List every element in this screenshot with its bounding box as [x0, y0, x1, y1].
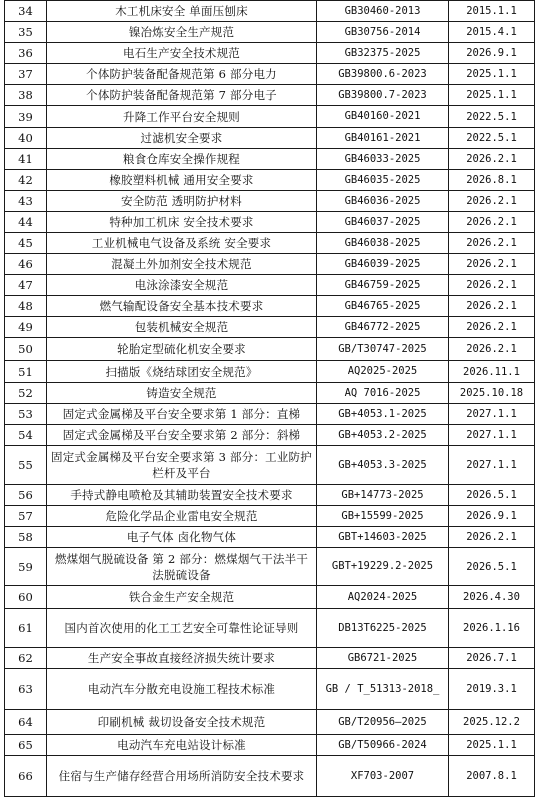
row-number: 42 [5, 170, 47, 191]
row-number: 49 [5, 317, 47, 338]
table-row [5, 446, 535, 485]
standard-code: AQ2024-2025 [317, 586, 449, 609]
standard-code: GB40161-2021 [317, 128, 449, 149]
standard-code: GBT+19229.2-2025 [317, 548, 449, 586]
effective-date: 2026.2.1 [449, 296, 535, 317]
table-row [5, 106, 535, 128]
standard-code: GB46033-2025 [317, 149, 449, 170]
row-number: 38 [5, 85, 47, 106]
row-number: 39 [5, 106, 47, 128]
standard-name: 铸造安全规范 [47, 383, 317, 404]
row-number: 48 [5, 296, 47, 317]
standard-code: GB / T_51313-2018_ [317, 669, 449, 710]
row-number: 36 [5, 43, 47, 64]
effective-date: 2027.1.1 [449, 404, 535, 425]
standard-name: 个体防护装备配备规范第 6 部分电力 [47, 64, 317, 85]
table-row [5, 22, 535, 43]
effective-date: 2022.5.1 [449, 128, 535, 149]
standard-name: 电泳涂漆安全规范 [47, 275, 317, 296]
standard-code: GB46038-2025 [317, 233, 449, 254]
effective-date: 2026.2.1 [449, 317, 535, 338]
row-number: 45 [5, 233, 47, 254]
table-row [5, 338, 535, 361]
standard-name: 印刷机械 裁切设备安全技术规范 [47, 710, 317, 735]
row-number: 58 [5, 527, 47, 548]
standard-code: GB46035-2025 [317, 170, 449, 191]
table-row [5, 1, 535, 22]
row-number: 54 [5, 425, 47, 446]
row-number: 52 [5, 383, 47, 404]
effective-date: 2026.2.1 [449, 149, 535, 170]
effective-date: 2026.8.1 [449, 170, 535, 191]
standard-code: GB+14773-2025 [317, 485, 449, 506]
standard-name: 电子气体 卤化物气体 [47, 527, 317, 548]
standard-name: 升降工作平台安全规则 [47, 106, 317, 128]
standard-name: 包装机械安全规范 [47, 317, 317, 338]
table-row [5, 404, 535, 425]
table-row [5, 64, 535, 85]
effective-date: 2015.1.1 [449, 1, 535, 22]
standard-code: GB40160-2021 [317, 106, 449, 128]
effective-date: 2026.2.1 [449, 338, 535, 361]
table-row [5, 233, 535, 254]
row-number: 46 [5, 254, 47, 275]
standard-name: 粮食仓库安全操作规程 [47, 149, 317, 170]
effective-date: 2026.2.1 [449, 527, 535, 548]
row-number: 37 [5, 64, 47, 85]
effective-date: 2027.1.1 [449, 425, 535, 446]
row-number: 59 [5, 548, 47, 586]
effective-date: 2026.2.1 [449, 191, 535, 212]
standard-name: 木工机床安全 单面压刨床 [47, 1, 317, 22]
standard-name: 特种加工机床 安全技术要求 [47, 212, 317, 233]
effective-date: 2015.4.1 [449, 22, 535, 43]
table-row [5, 128, 535, 149]
effective-date: 2026.11.1 [449, 361, 535, 383]
table-row [5, 710, 535, 735]
standard-name: 生产安全事故直接经济损失统计要求 [47, 648, 317, 669]
effective-date: 2026.2.1 [449, 254, 535, 275]
standard-name: 电动汽车充电站设计标准 [47, 735, 317, 756]
table-row [5, 669, 535, 710]
table-row [5, 735, 535, 756]
table-row [5, 361, 535, 383]
row-number: 60 [5, 586, 47, 609]
standard-code: GB30460-2013 [317, 1, 449, 22]
standard-name: 住宿与生产储存经营合用场所消防安全技术要求 [47, 756, 317, 797]
effective-date: 2027.1.1 [449, 446, 535, 485]
standard-code: GB/T20956—2025 [317, 710, 449, 735]
row-number: 41 [5, 149, 47, 170]
standard-code: GB46765-2025 [317, 296, 449, 317]
standard-name: 扫描版《烧结球团安全规范》 [47, 361, 317, 383]
row-number: 57 [5, 506, 47, 527]
table-row [5, 317, 535, 338]
effective-date: 2026.4.30 [449, 586, 535, 609]
table-row [5, 756, 535, 797]
row-number: 34 [5, 1, 47, 22]
standard-code: GB39800.7-2023 [317, 85, 449, 106]
standard-code: GB32375-2025 [317, 43, 449, 64]
row-number: 51 [5, 361, 47, 383]
row-number: 53 [5, 404, 47, 425]
standard-code: GB46772-2025 [317, 317, 449, 338]
row-number: 63 [5, 669, 47, 710]
effective-date: 2025.10.18 [449, 383, 535, 404]
standard-name: 危险化学品企业雷电安全规范 [47, 506, 317, 527]
standard-name: 手持式静电喷枪及其辅助装置安全技术要求 [47, 485, 317, 506]
standard-code: GB6721-2025 [317, 648, 449, 669]
table-row [5, 191, 535, 212]
table-row [5, 275, 535, 296]
effective-date: 2025.1.1 [449, 85, 535, 106]
standard-code: GB46759-2025 [317, 275, 449, 296]
row-number: 43 [5, 191, 47, 212]
effective-date: 2025.12.2 [449, 710, 535, 735]
row-number: 44 [5, 212, 47, 233]
standard-name: 电石生产安全技术规范 [47, 43, 317, 64]
effective-date: 2026.1.16 [449, 609, 535, 648]
standards-table [4, 0, 535, 797]
standard-code: GB46039-2025 [317, 254, 449, 275]
row-number: 65 [5, 735, 47, 756]
standard-code: AQ2025-2025 [317, 361, 449, 383]
standard-code: GB39800.6-2023 [317, 64, 449, 85]
standard-code: GBT+14603-2025 [317, 527, 449, 548]
standards-table-body [5, 1, 535, 797]
standard-name: 混凝土外加剂安全技术规范 [47, 254, 317, 275]
standard-code: GB/T30747-2025 [317, 338, 449, 361]
effective-date: 2025.1.1 [449, 735, 535, 756]
standard-name: 安全防范 透明防护材料 [47, 191, 317, 212]
standard-name: 过滤机安全要求 [47, 128, 317, 149]
standard-code: GB+4053.2-2025 [317, 425, 449, 446]
table-row [5, 212, 535, 233]
standard-name: 铁合金生产安全规范 [47, 586, 317, 609]
table-row [5, 43, 535, 64]
standard-code: GB+4053.3-2025 [317, 446, 449, 485]
table-row [5, 149, 535, 170]
effective-date: 2026.7.1 [449, 648, 535, 669]
table-row [5, 425, 535, 446]
table-row [5, 254, 535, 275]
standard-name: 固定式金属梯及平台安全要求第 3 部分：工业防护栏杆及平台 [47, 446, 317, 485]
table-row [5, 586, 535, 609]
row-number: 50 [5, 338, 47, 361]
standard-name: 个体防护装备配备规范第 7 部分电子 [47, 85, 317, 106]
row-number: 40 [5, 128, 47, 149]
table-row [5, 383, 535, 404]
standard-name: 燃煤烟气脱硫设备 第 2 部分：燃煤烟气干法半干法脱硫设备 [47, 548, 317, 586]
standard-name: 国内首次使用的化工工艺安全可靠性论证导则 [47, 609, 317, 648]
row-number: 56 [5, 485, 47, 506]
standard-name: 燃气输配设备安全基本技术要求 [47, 296, 317, 317]
table-row [5, 506, 535, 527]
standard-code: AQ 7016-2025 [317, 383, 449, 404]
effective-date: 2026.5.1 [449, 485, 535, 506]
row-number: 47 [5, 275, 47, 296]
table-row [5, 609, 535, 648]
table-row [5, 548, 535, 586]
table-row [5, 648, 535, 669]
standard-name: 工业机械电气设备及系统 安全要求 [47, 233, 317, 254]
standard-name: 橡胶塑料机械 通用安全要求 [47, 170, 317, 191]
table-row [5, 485, 535, 506]
row-number: 66 [5, 756, 47, 797]
effective-date: 2026.5.1 [449, 548, 535, 586]
effective-date: 2026.2.1 [449, 275, 535, 296]
table-row [5, 527, 535, 548]
table-row [5, 85, 535, 106]
row-number: 55 [5, 446, 47, 485]
table-row [5, 296, 535, 317]
standard-code: XF703-2007 [317, 756, 449, 797]
standard-code: GB+15599-2025 [317, 506, 449, 527]
standard-name: 电动汽车分散充电设施工程技术标准 [47, 669, 317, 710]
effective-date: 2007.8.1 [449, 756, 535, 797]
row-number: 62 [5, 648, 47, 669]
row-number: 64 [5, 710, 47, 735]
standard-code: GB+4053.1-2025 [317, 404, 449, 425]
effective-date: 2026.2.1 [449, 233, 535, 254]
standard-code: DB13T6225-2025 [317, 609, 449, 648]
row-number: 35 [5, 22, 47, 43]
effective-date: 2022.5.1 [449, 106, 535, 128]
standard-name: 镍冶炼安全生产规范 [47, 22, 317, 43]
standard-code: GB/T50966-2024 [317, 735, 449, 756]
effective-date: 2026.9.1 [449, 43, 535, 64]
standard-name: 固定式金属梯及平台安全要求第 1 部分：直梯 [47, 404, 317, 425]
table-row [5, 170, 535, 191]
row-number: 61 [5, 609, 47, 648]
standard-name: 轮胎定型硫化机安全要求 [47, 338, 317, 361]
effective-date: 2026.2.1 [449, 212, 535, 233]
standard-name: 固定式金属梯及平台安全要求第 2 部分：斜梯 [47, 425, 317, 446]
standard-code: GB30756-2014 [317, 22, 449, 43]
effective-date: 2026.9.1 [449, 506, 535, 527]
effective-date: 2019.3.1 [449, 669, 535, 710]
effective-date: 2025.1.1 [449, 64, 535, 85]
standard-code: GB46037-2025 [317, 212, 449, 233]
standard-code: GB46036-2025 [317, 191, 449, 212]
